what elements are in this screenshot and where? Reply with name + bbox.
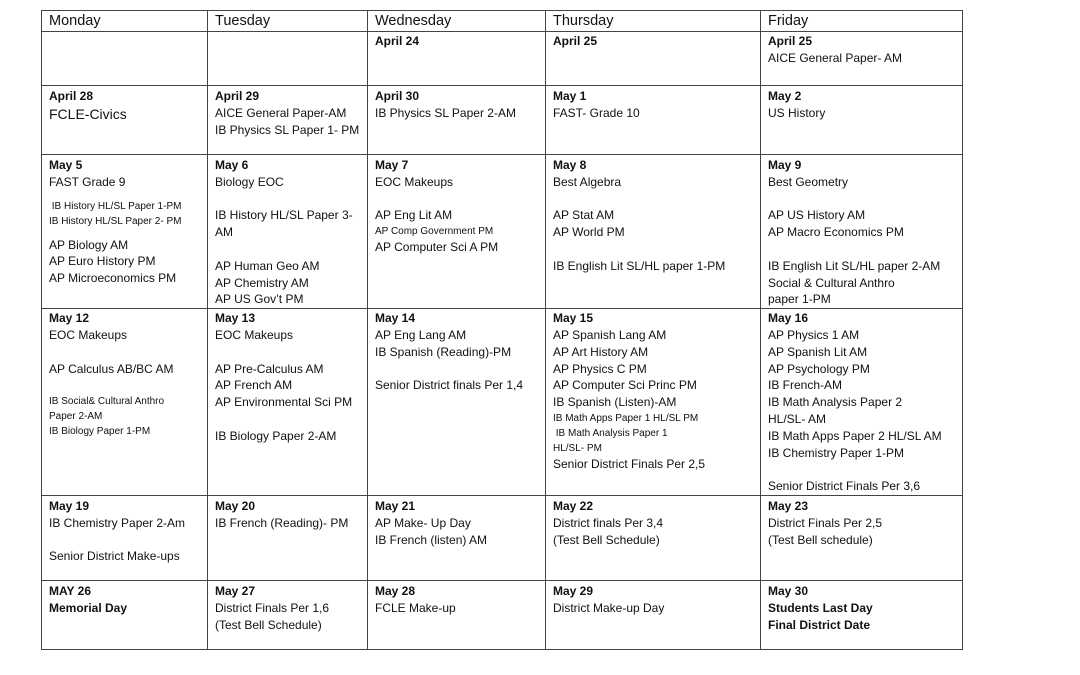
exam-entry: AP US History AM	[768, 208, 866, 223]
header-thursday: Thursday	[546, 11, 761, 32]
exam-entry: IB History HL/SL Paper 2- PM	[49, 215, 182, 227]
exam-entry: paper 1-PM	[768, 292, 831, 307]
exam-entry: HL/SL- AM	[768, 411, 827, 426]
day-cell-monday	[42, 86, 208, 155]
exam-entry: EOC Makeups	[215, 327, 294, 342]
day-cell-tuesday	[208, 32, 368, 86]
day-cell-wednesday	[368, 495, 546, 580]
exam-entry: AP Eng Lit AM	[375, 208, 453, 223]
exam-entry: IB History HL/SL Paper 1-PM	[49, 200, 182, 212]
spacer	[375, 191, 545, 208]
week-row	[42, 32, 963, 86]
day-cell-monday	[42, 309, 208, 496]
day-cell-tuesday	[208, 155, 368, 309]
day-cell-wednesday	[368, 580, 546, 649]
exam-entry: Best Algebra	[553, 174, 622, 189]
day-cell-friday	[761, 309, 963, 496]
date-label: April 30	[375, 89, 420, 103]
exam-entry: IB English Lit SL/HL paper 1-PM	[553, 258, 726, 273]
exam-calendar-table	[41, 10, 963, 650]
exam-entry: IB Math Apps Paper 2 HL/SL AM	[768, 428, 942, 443]
date-label: May 21	[375, 498, 416, 513]
exam-entry: IB French-AM	[768, 378, 843, 393]
day-cell-thursday	[546, 32, 761, 86]
exam-entry: IB Math Analysis Paper 2	[768, 395, 903, 410]
date-label: May 5	[49, 158, 83, 172]
exam-entry: AP Biology AM	[49, 237, 129, 252]
spacer	[215, 411, 367, 428]
day-cell-wednesday	[368, 155, 546, 309]
exam-entry: IB Spanish (Reading)-PM	[375, 344, 512, 359]
exam-entry: HL/SL- PM	[553, 442, 602, 454]
exam-entry: AP Art History AM	[553, 344, 649, 359]
exam-entry: IB Social& Cultural Anthro	[49, 396, 165, 408]
exam-entry: IB Spanish (Listen)-AM	[553, 395, 677, 410]
date-label: April 25	[768, 34, 813, 48]
week-row	[42, 309, 963, 496]
day-cell-thursday	[546, 495, 761, 580]
exam-entry: IB Biology Paper 2-AM	[215, 428, 337, 443]
spacer	[768, 241, 962, 258]
exam-entry: Final District Date	[768, 617, 871, 632]
date-label: April 28	[49, 89, 94, 103]
exam-entry: FAST- Grade 10	[553, 105, 640, 120]
date-label: May 12	[49, 311, 90, 326]
exam-entry: AP Computer Sci A PM	[375, 240, 499, 255]
day-cell-friday	[761, 155, 963, 309]
day-cell-wednesday	[368, 86, 546, 155]
header-tuesday: Tuesday	[208, 11, 368, 32]
exam-entry: IB Physics SL Paper 2-AM	[375, 105, 516, 120]
day-cell-friday	[761, 580, 963, 649]
date-label: April 29	[215, 89, 260, 103]
date-label: May 1	[553, 89, 587, 103]
exam-entry: AP Eng Lang AM	[375, 327, 467, 342]
exam-entry: AP World PM	[553, 225, 625, 240]
exam-entry: IB Biology Paper 1-PM	[49, 426, 151, 438]
spacer	[553, 241, 760, 258]
spacer	[49, 191, 207, 199]
week-row	[42, 86, 963, 155]
spacer	[768, 191, 962, 208]
exam-entry: EOC Makeups	[49, 327, 128, 342]
exam-entry: AP US Gov’t PM	[215, 292, 304, 307]
exam-entry: IB Math Apps Paper 1 HL/SL PM	[553, 412, 699, 424]
day-cell-monday	[42, 495, 208, 580]
day-cell-wednesday	[368, 32, 546, 86]
exam-entry: (Test Bell schedule)	[768, 532, 873, 547]
exam-entry: IB French (Reading)- PM	[215, 515, 349, 530]
exam-entry: Senior District Make-ups	[49, 549, 180, 564]
exam-entry: AICE General Paper- AM	[768, 50, 903, 65]
exam-entry: AP Microeconomics PM	[49, 271, 177, 286]
exam-entry: US History	[768, 105, 826, 120]
day-cell-tuesday	[208, 309, 368, 496]
exam-entry: Senior District Finals Per 3,6	[768, 479, 921, 494]
exam-entry: District Make-up Day	[553, 600, 665, 615]
day-cell-thursday	[546, 155, 761, 309]
day-cell-monday	[42, 155, 208, 309]
week-row	[42, 155, 963, 309]
day-cell-wednesday	[368, 309, 546, 496]
exam-entry: AP Spanish Lang AM	[553, 327, 667, 342]
exam-entry: Memorial Day	[49, 600, 128, 615]
exam-entry: AP Psychology PM	[768, 361, 870, 376]
exam-entry: AP Physics 1 AM	[768, 327, 860, 342]
exam-entry: AM	[215, 225, 233, 240]
exam-entry: IB Math Analysis Paper 1	[553, 427, 668, 439]
exam-entry: AP Euro History PM	[49, 254, 156, 269]
header-monday: Monday	[42, 11, 208, 32]
spacer	[215, 344, 367, 361]
exam-entry: District Finals Per 1,6	[215, 600, 330, 615]
date-label: April 24	[375, 34, 420, 48]
week-row	[42, 495, 963, 580]
date-label: May 9	[768, 158, 802, 172]
date-label: May 13	[215, 311, 256, 326]
exam-entry: Senior District finals Per 1,4	[375, 378, 524, 393]
exam-entry: AP Spanish Lit AM	[768, 344, 868, 359]
date-label: May 27	[215, 583, 256, 598]
spacer	[49, 532, 207, 549]
date-label: May 19	[49, 498, 90, 513]
exam-entry: Senior District Finals Per 2,5	[553, 456, 706, 471]
exam-entry: Social & Cultural Anthro	[768, 275, 895, 290]
exam-entry: AP Stat AM	[553, 208, 615, 223]
day-cell-friday	[761, 32, 963, 86]
exam-entry: Paper 2-AM	[49, 411, 103, 423]
date-label: May 14	[375, 311, 416, 326]
date-label: May 28	[375, 583, 416, 598]
date-label: May 23	[768, 498, 809, 513]
exam-entry: AP Computer Sci Princ PM	[553, 378, 697, 393]
spacer	[768, 461, 962, 478]
exam-entry: FCLE-Civics	[49, 105, 127, 122]
date-label: May 20	[215, 498, 256, 513]
weekday-header-row	[42, 11, 963, 32]
spacer	[215, 191, 367, 208]
exam-entry: EOC Makeups	[375, 174, 454, 189]
exam-entry: AP Pre-Calculus AM	[215, 361, 324, 376]
exam-entry: District finals Per 3,4	[553, 515, 664, 530]
spacer	[215, 241, 367, 258]
spacer	[49, 229, 207, 237]
exam-entry: IB Chemistry Paper 2-Am	[49, 515, 186, 530]
date-label: May 2	[768, 89, 802, 103]
exam-entry: IB History HL/SL Paper 3-	[215, 208, 353, 223]
exam-entry: District Finals Per 2,5	[768, 515, 883, 530]
exam-entry: AP Physics C PM	[553, 361, 647, 376]
day-cell-tuesday	[208, 495, 368, 580]
date-label: May 22	[553, 498, 594, 513]
spacer	[49, 344, 207, 361]
spacer	[49, 377, 207, 394]
exam-entry: AP Make- Up Day	[375, 515, 471, 530]
day-cell-tuesday	[208, 86, 368, 155]
header-wednesday: Wednesday	[368, 11, 546, 32]
day-cell-friday	[761, 495, 963, 580]
date-label: May 16	[768, 311, 809, 326]
exam-entry: (Test Bell Schedule)	[553, 532, 660, 547]
day-cell-thursday	[546, 86, 761, 155]
date-label: May 30	[768, 583, 809, 598]
exam-entry: IB English Lit SL/HL paper 2-AM	[768, 258, 941, 273]
header-friday: Friday	[761, 11, 963, 32]
exam-entry: IB French (listen) AM	[375, 532, 488, 547]
day-cell-monday	[42, 32, 208, 86]
day-cell-thursday	[546, 309, 761, 496]
date-label: May 15	[553, 311, 594, 326]
date-label: May 29	[553, 583, 594, 598]
exam-entry: (Test Bell Schedule)	[215, 617, 322, 632]
exam-entry: IB Physics SL Paper 1- PM	[215, 122, 360, 137]
day-cell-friday	[761, 86, 963, 155]
exam-entry: AP Macro Economics PM	[768, 225, 904, 240]
exam-entry: AICE General Paper-AM	[215, 105, 347, 120]
date-label: MAY 26	[49, 583, 92, 598]
exam-entry: AP Calculus AB/BC AM	[49, 361, 174, 376]
date-label: April 25	[553, 34, 598, 48]
spacer	[375, 361, 545, 378]
week-row	[42, 580, 963, 649]
date-label: May 7	[375, 158, 409, 172]
day-cell-thursday	[546, 580, 761, 649]
exam-entry: Best Geometry	[768, 174, 849, 189]
exam-entry: FAST Grade 9	[49, 174, 126, 189]
exam-entry: Biology EOC	[215, 174, 284, 189]
exam-entry: AP Environmental Sci PM	[215, 395, 353, 410]
spacer	[553, 191, 760, 208]
exam-entry: AP Human Geo AM	[215, 258, 320, 273]
exam-entry: AP Comp Government PM	[375, 226, 494, 238]
day-cell-tuesday	[208, 580, 368, 649]
exam-entry: AP Chemistry AM	[215, 275, 309, 290]
exam-entry: AP French AM	[215, 378, 293, 393]
day-cell-monday	[42, 580, 208, 649]
date-label: May 8	[553, 158, 587, 172]
date-label: May 6	[215, 158, 249, 172]
exam-entry: Students Last Day	[768, 600, 873, 615]
exam-entry: FCLE Make-up	[375, 600, 456, 615]
exam-entry: IB Chemistry Paper 1-PM	[768, 445, 905, 460]
